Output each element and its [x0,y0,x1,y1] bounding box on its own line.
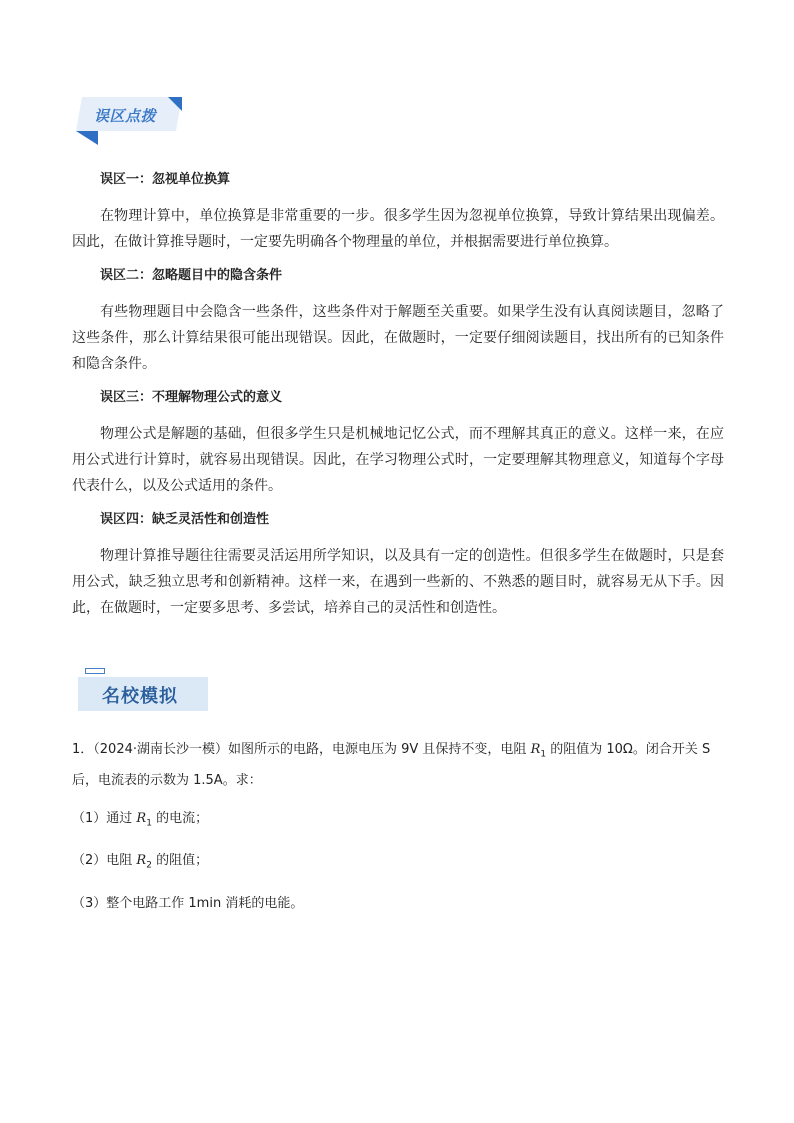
sub-question-2: （2）电阻 $R_2$ 的阻值； [72,853,209,871]
mistake-text-3: 物理公式是解题的基础，但很多学生只是机械地记忆公式，而不理解其真正的意义。这样一来，在应用公式进行计算时，就容易出现错误。因此，在学习物理公式时，一定要理解其物理意义，知道每个字母代表什么，以及公式适用的条件。 [72,426,724,494]
mistake-heading-4: 误区四：缺乏灵活性和创造性 [100,512,270,527]
question-1 [72,737,724,917]
mistake-heading-2: 误区二：忽略题目中的隐含条件 [100,268,283,283]
section-title: 误区点拨 [94,107,157,125]
question-source: （2024·湖南长沙一模） [93,742,228,757]
mistake-text-2: 有些物理题目中会隐含一些条件，这些条件对于解题至关重要。如果学生没有认真阅读题目，忽略了这些条件，那么计算结果很可能出现错误。因此，在做题时，一定要仔细阅读题目，找出所有的已知条件和隐含条件。 [72,304,724,372]
banner-tab-icon [85,668,105,674]
sub-question-3: （3）整个电路工作 1min 消耗的电能。 [72,895,304,911]
mistake-heading-3: 误区三：不理解物理公式的意义 [100,390,283,405]
mistakes-content [72,167,724,621]
mistake-text-1: 在物理计算中，单位换算是非常重要的一步。很多学生因为忽视单位换算，导致计算结果出现偏差。因此，在做计算推导题时，一定要先明确各个物理量的单位，并根据需要进行单位换算。 [72,208,724,250]
sub-question-1: （1）通过 $R_1$ 的电流； [72,810,209,829]
question-stem: 1．（2024·湖南长沙一模）如图所示的电路，电源电压为 9V 且保持不变，电阻 $R_1$ 的阻值为 10Ω。闭合开关 S 后，电流表的示数为 1.5A。求： [72,742,711,788]
section-title: 名校模拟 [102,686,178,707]
mistake-heading-1: 误区一：忽视单位换算 [100,172,231,187]
section-banner-mistakes [76,97,182,145]
mistake-text-4: 物理计算推导题往往需要灵活运用所学知识，以及具有一定的创造性。但很多学生在做题时，只是套用公式，缺乏独立思考和创新精神。这样一来，在遇到一些新的、不熟悉的题目时，就容易无从下手。因此，在做题时，一定要多思考、多尝试，培养自己的灵活性和创造性。 [72,548,724,616]
section-banner-mock-exams [78,668,210,712]
